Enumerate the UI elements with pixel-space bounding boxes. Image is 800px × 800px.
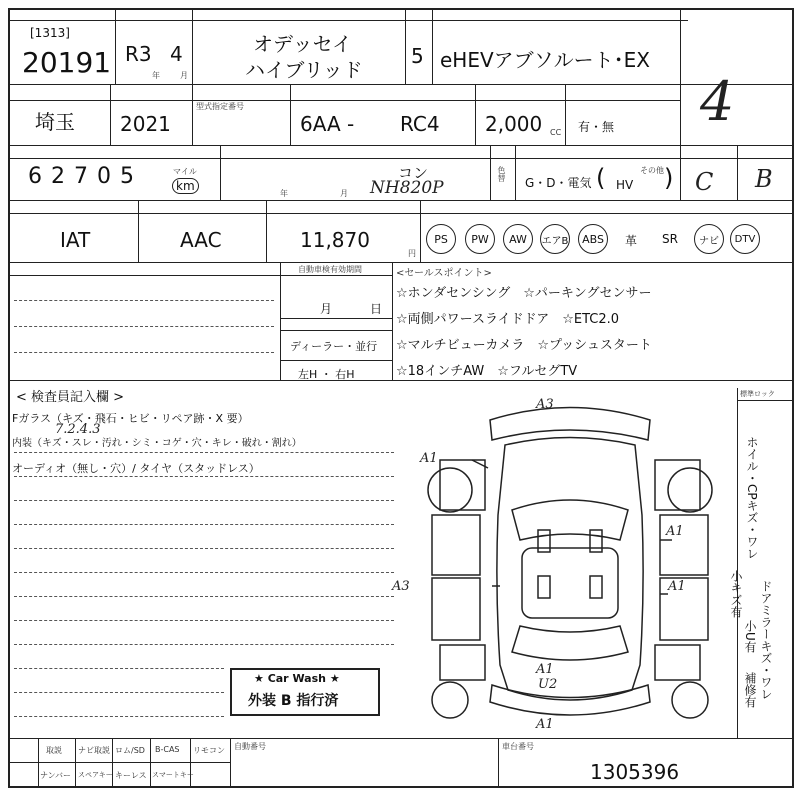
rule bbox=[115, 8, 116, 84]
month-label: 月 bbox=[340, 189, 348, 198]
rule bbox=[280, 330, 392, 331]
mark-a1-rear: A1 bbox=[536, 662, 554, 677]
equip-aw: AW bbox=[503, 224, 533, 254]
rule bbox=[8, 84, 794, 85]
rule bbox=[432, 8, 433, 84]
rule bbox=[8, 158, 794, 159]
footer-spare-key: スペアキー bbox=[78, 771, 113, 779]
rule bbox=[498, 738, 499, 788]
steering-option: 左H ・ 右H bbox=[298, 368, 355, 381]
year-era: R3 bbox=[125, 42, 152, 66]
rule bbox=[8, 100, 680, 101]
id-code: [1313] bbox=[30, 26, 70, 40]
model-prefix: 6AA - bbox=[300, 112, 355, 136]
region: 埼玉 bbox=[35, 110, 75, 134]
mark-a3-front: A3 bbox=[536, 397, 554, 412]
car-wash-line: 外装 B 指行済 bbox=[248, 693, 339, 709]
footer-navi-manual: ナビ取説 bbox=[78, 746, 110, 755]
equip-pw: PW bbox=[465, 224, 495, 254]
mark-a3-left-door: A3 bbox=[392, 579, 410, 594]
footer-number: ナンバー bbox=[40, 771, 72, 780]
sales-point-1: ☆ホンダセンシング ☆パーキングセンサー bbox=[396, 286, 652, 301]
rule bbox=[8, 275, 392, 276]
memo-line bbox=[14, 548, 394, 549]
fuel-type: G・D・電気 bbox=[525, 176, 592, 190]
rule bbox=[138, 200, 139, 262]
sales-point-4: ☆18インチAW ☆フルセグTV bbox=[396, 364, 578, 379]
fuel-close-paren: ) bbox=[664, 164, 674, 192]
side-lock-label: 標準ロック bbox=[740, 390, 775, 398]
rule bbox=[405, 8, 406, 84]
model-code-label: 型式指定番号 bbox=[196, 102, 244, 111]
year-label: 年 bbox=[152, 71, 160, 80]
rule bbox=[110, 84, 111, 145]
rule bbox=[737, 145, 738, 200]
rule bbox=[680, 8, 681, 200]
chassis-number-label: 車台番号 bbox=[502, 742, 534, 751]
rule bbox=[565, 84, 566, 145]
footer-smart-key: スマートキー bbox=[152, 771, 194, 779]
memo-line bbox=[14, 500, 394, 501]
rule bbox=[475, 84, 476, 145]
interior-grade: B bbox=[755, 165, 773, 193]
month-value: 4 bbox=[170, 42, 183, 66]
car-damage-diagram bbox=[392, 390, 730, 735]
side-note-4: 小U有 bbox=[743, 620, 757, 653]
rule bbox=[490, 145, 491, 200]
rule bbox=[8, 762, 230, 763]
sales-point-3: ☆マルチビューカメラ ☆プッシュスタート bbox=[396, 338, 652, 353]
door-count: 5 bbox=[411, 44, 424, 68]
rule bbox=[192, 84, 193, 145]
rule bbox=[38, 738, 39, 788]
rule bbox=[230, 738, 231, 788]
memo-line bbox=[14, 692, 224, 693]
rule bbox=[737, 388, 738, 738]
rule bbox=[266, 200, 267, 262]
rule bbox=[420, 200, 421, 262]
equip-navi: ナビ bbox=[694, 224, 724, 254]
rule bbox=[280, 360, 392, 361]
mark-u2-rear: U2 bbox=[538, 677, 558, 692]
rule bbox=[8, 738, 794, 739]
rule bbox=[190, 738, 191, 788]
history-option: ディーラー・並行 bbox=[290, 340, 378, 353]
equip-leather: 革 bbox=[625, 234, 638, 248]
exterior-grade: C bbox=[695, 168, 714, 196]
sales-point-label: <セールスポイント> bbox=[396, 268, 492, 279]
inspector-line-interior: 内装（キズ・スレ・汚れ・シミ・コゲ・穴・キレ・破れ・割れ） bbox=[12, 438, 302, 449]
memo-line bbox=[14, 716, 224, 717]
rule bbox=[8, 145, 794, 146]
rule bbox=[8, 20, 688, 21]
rule bbox=[8, 380, 794, 381]
inspector-title: < 検査員記入欄 > bbox=[16, 390, 125, 405]
color-name: コン bbox=[398, 164, 429, 182]
sales-point-2: ☆両側パワースライドドア ☆ETC2.0 bbox=[396, 312, 620, 327]
side-note-5: 補修有 bbox=[743, 672, 757, 708]
car-wash-title: ★ Car Wash ★ bbox=[254, 672, 340, 685]
mark-a1-right-rear: A1 bbox=[668, 579, 686, 594]
rule bbox=[150, 738, 151, 788]
inspector-line-glass: Fガラス（キズ・飛石・ヒビ・リペア跡・X 要） bbox=[12, 412, 249, 425]
memo-line bbox=[14, 644, 394, 645]
model-name-line1: オデッセイ bbox=[253, 32, 352, 56]
odometer: 62705 bbox=[28, 164, 143, 189]
color-change-label: 色替 bbox=[497, 166, 506, 182]
rule bbox=[392, 262, 393, 380]
inspector-handwritten: 7.2.4.3 bbox=[55, 422, 101, 437]
equip-dtv: DTV bbox=[730, 224, 760, 254]
unit-cc: CC bbox=[550, 128, 562, 137]
rule bbox=[112, 738, 113, 788]
rule bbox=[515, 145, 516, 200]
inspection-day-label: 日 bbox=[370, 302, 383, 316]
inspection-month-label: 月 bbox=[320, 302, 333, 316]
mark-a1-bumper: A1 bbox=[536, 717, 554, 732]
fuel-hv: HV bbox=[616, 178, 634, 192]
rule bbox=[8, 262, 794, 263]
memo-line bbox=[14, 620, 394, 621]
equip-sunroof: SR bbox=[662, 232, 678, 246]
mark-a1-right-door: A1 bbox=[666, 524, 684, 539]
rule bbox=[280, 262, 281, 380]
mark-a1-hood: A1 bbox=[420, 451, 438, 466]
displacement: 2,000 bbox=[485, 112, 543, 136]
model-code: RC4 bbox=[400, 112, 440, 136]
rule bbox=[280, 318, 392, 319]
month-label: 月 bbox=[180, 71, 188, 80]
price: 11,870 bbox=[300, 228, 370, 252]
equip-ps: PS bbox=[426, 224, 456, 254]
car-wash-stamp bbox=[230, 668, 380, 716]
lot-number: 20191 bbox=[22, 46, 112, 79]
rule bbox=[290, 84, 291, 145]
memo-line bbox=[14, 668, 224, 669]
rule bbox=[220, 145, 221, 200]
rule bbox=[8, 200, 794, 201]
side-note-3: ドアミラーキズ・ワレ bbox=[759, 580, 773, 700]
fuel-open-paren: ( bbox=[596, 164, 606, 192]
unit-km: km bbox=[172, 178, 199, 194]
memo-line bbox=[14, 352, 274, 353]
inspection-validity-label: 自動車検有効期間 bbox=[298, 265, 362, 274]
side-note-2: 小キズ有 bbox=[729, 570, 743, 618]
memo-line bbox=[14, 596, 394, 597]
fuel-other-label: その他 bbox=[640, 166, 664, 175]
unit-mile: マイル bbox=[173, 167, 197, 176]
footer-manual: 取説 bbox=[46, 746, 62, 755]
equip-airbag: エアB bbox=[540, 224, 570, 254]
memo-line bbox=[14, 476, 394, 477]
yes-no-option: 有・無 bbox=[578, 120, 615, 134]
footer-rom-sd: ロム/SD bbox=[115, 746, 145, 755]
memo-line bbox=[14, 300, 274, 301]
register-number-label: 自動番号 bbox=[234, 742, 266, 751]
footer-remote: リモコン bbox=[193, 746, 225, 755]
color-code: NH820P bbox=[370, 178, 444, 198]
memo-line bbox=[14, 572, 394, 573]
overall-score: 4 bbox=[700, 70, 735, 133]
rule bbox=[192, 8, 193, 84]
first-registration-year: 2021 bbox=[120, 112, 171, 136]
rule bbox=[75, 738, 76, 788]
equip-abs: ABS bbox=[578, 224, 608, 254]
unit-yen: 円 bbox=[408, 249, 416, 258]
year-label: 年 bbox=[280, 189, 288, 198]
footer-keyless: キーレス bbox=[115, 771, 147, 780]
footer-bcas: B-CAS bbox=[155, 745, 180, 754]
rule bbox=[737, 400, 794, 401]
inspector-line-audio: オーディオ（無し・穴）/ タイヤ（スタッドレス） bbox=[12, 462, 260, 475]
memo-line bbox=[14, 326, 274, 327]
memo-line bbox=[14, 524, 394, 525]
grade-name: eHEVアブソルート･EX bbox=[440, 48, 650, 72]
side-note-1: ホイル・CPキズ・ワレ bbox=[745, 436, 759, 560]
transmission: IAT bbox=[60, 228, 91, 252]
aircon: AAC bbox=[180, 228, 222, 252]
rule bbox=[8, 213, 794, 214]
model-name-line2: ハイブリッド bbox=[245, 58, 363, 82]
memo-line bbox=[14, 452, 394, 453]
chassis-number: 1305396 bbox=[590, 760, 680, 784]
